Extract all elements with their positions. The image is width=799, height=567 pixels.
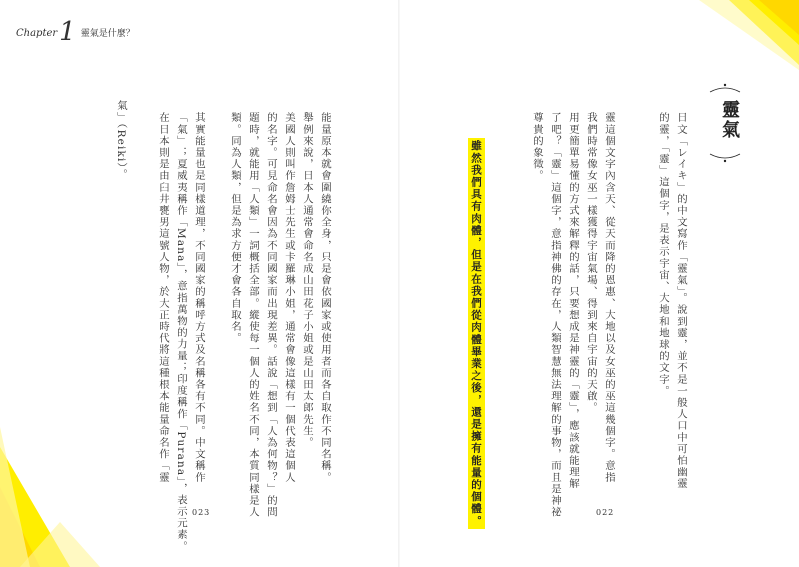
highlighted-quote: 雖然我們具有肉體，但是在我們從肉體畢業之後，還是擁有能量的個體。 <box>468 138 485 529</box>
left-paragraph: 類。同為人類，但是為求方便才會各自取名。 <box>229 112 241 344</box>
corner-decoration-top-right <box>689 0 799 70</box>
right-paragraph: 靈這個文字內含天、從天而降的恩惠、大地以及女巫的巫這幾個字。意指 <box>603 112 615 484</box>
left-paragraph: 能量原本就會圍繞你全身，只是會依國家或使用者而各自取作不同名稱。 <box>319 112 331 484</box>
chapter-header <box>16 17 135 47</box>
chapter-title: 靈氣是什麼？ <box>80 28 135 39</box>
corner-decoration-bottom-left <box>0 427 120 567</box>
right-paragraph: 我們時常像女巫一樣獲得宇宙氣場、得到來自宇宙的天啟。 <box>585 112 597 414</box>
section-title-frame <box>705 78 745 168</box>
page-number-right: 022 <box>596 508 615 517</box>
page-number-left: 023 <box>192 508 211 517</box>
left-paragraph: 在日本則是由臼井甕男這號人物，於大正時代將這種根本能量命名作「靈 <box>157 112 169 484</box>
right-paragraph: 了吧？「靈」這個字，意指神佛的存在，人類智慧無法理解的事物，而且是神祕 <box>549 112 561 518</box>
left-paragraph: 氣」（Reiki）。 <box>115 100 127 181</box>
right-paragraph: 的靈，「靈」這個字，是表示宇宙、大地和地球的文字。 <box>657 112 669 397</box>
section-title: 靈氣 <box>719 100 740 140</box>
left-paragraph: 的名字。可見命名會因為不同國家而出現差異。話說「想到「人為何物？」的問 <box>265 112 277 518</box>
left-page <box>0 0 399 567</box>
left-paragraph: 題時，就能用「人類」一詞概括全部。縱使每一個人的姓名不同，本質同樣是人 <box>247 112 259 518</box>
right-paragraph: 日文「レイキ」的中文寫作「靈氣」。說到靈，並不是一般人口中可怕幽靈 <box>675 112 687 490</box>
left-paragraph: 「氣」；夏威夷稱作「Mana」，意指萬物的力量；印度稱作「Purana」，表示元素。 <box>175 112 187 553</box>
chapter-word: Chapter <box>16 27 58 39</box>
right-paragraph: 用更簡單易懂的方式來解釋的話，只要想成是神靈的「靈」，應該就能理解 <box>567 112 579 490</box>
chapter-number: 1 <box>59 17 76 47</box>
left-paragraph: 其實能量也是同樣道理，不同國家的稱呼方式及名稱各有不同。中文稱作 <box>193 112 205 484</box>
left-paragraph: 美國人則叫作詹姆士先生或卡羅琳小姐，通常會像這樣有一個代表這個人 <box>283 112 295 484</box>
left-paragraph: 舉例來說，日本人通常會命名成山田花子小姐或是山田太郎先生。 <box>301 112 313 449</box>
right-paragraph: 尊貴的象徵。 <box>531 112 543 182</box>
